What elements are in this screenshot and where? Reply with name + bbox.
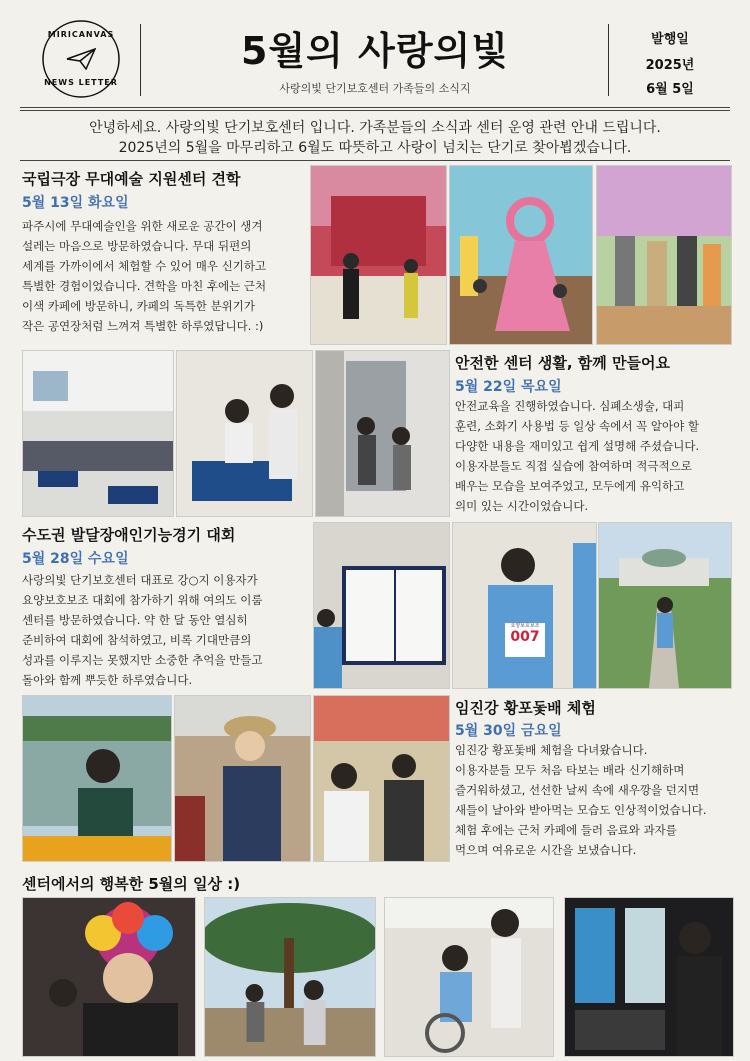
photo-national-assembly: [598, 522, 732, 689]
bib-number: 007: [510, 629, 540, 645]
publish-date: 6월 5일: [646, 82, 694, 97]
section-4-title: 임진강 황포돛배 체험: [455, 699, 596, 717]
page-title: 5월의 사랑의빛: [241, 29, 509, 73]
intro-line-1: 안녕하세요. 사랑의빛 단기보호센터 입니다. 가족분들의 소식과 센터 운영 관련 안내 드립니다.: [89, 120, 661, 136]
daily-title: 센터에서의 행복한 5월의 일상 :): [22, 875, 241, 893]
photo-cpr-practice: [176, 350, 313, 517]
photo-fire-training: [315, 350, 450, 517]
photo-kiosk: [564, 897, 734, 1057]
section-3-title: 수도권 발달장애인기능경기 대회: [22, 526, 236, 544]
bib-caption: 요양보호보조: [510, 623, 540, 629]
logo-bottom-text: NEWS LETTER: [44, 78, 118, 87]
photo-certificate: [313, 522, 450, 689]
intro-line-2: 2025년의 5월을 마무리하고 6월도 따뜻하고 사랑이 넘치는 단기로 찾아뵙겠습니다.: [118, 140, 632, 156]
section-2-date: 5월 22일 목요일: [455, 379, 562, 395]
photo-group-standing: [596, 165, 732, 345]
photo-contestant-bib: [452, 522, 597, 689]
section-3-date: 5월 28일 수요일: [22, 551, 129, 567]
section-2-title: 안전한 센터 생활, 함께 만들어요: [455, 354, 670, 372]
logo-top-text: MIRICANVAS: [47, 30, 115, 39]
photo-park-tree: [204, 897, 376, 1057]
section-4-body: 임진강 황포돛배 체험을 다녀왔습니다. 이용자분들 모두 처음 타보는 배라 신기해하며 즐거워하셨고, 선선한 날씨 속에 새우깡을 던지면 새들이 날아와 받아먹는 모습도 인상적이었습니다. 체험 후에는 근처 카페에 들러 음료와 과자를 먹으며 여유로운 시간을 보냈습니다.: [455, 743, 707, 857]
photo-wheelchair: [384, 897, 554, 1057]
newsletter-logo: [40, 18, 122, 100]
photo-cafe-slide: [449, 165, 593, 345]
header-divider-left: [140, 24, 141, 96]
rule-top: [20, 107, 730, 108]
paper-plane-icon: [66, 48, 96, 70]
photo-cpr-classroom: [22, 350, 174, 517]
section-1-date: 5월 13일 화요일: [22, 195, 129, 211]
photo-boat-group: [313, 695, 450, 862]
publish-label: 발행일: [651, 32, 689, 47]
publish-year: 2025년: [645, 58, 695, 73]
section-1-title: 국립극장 무대예술 지원센터 견학: [22, 170, 241, 188]
photo-boat-hat: [174, 695, 311, 862]
photo-rainbow-wig: [22, 897, 196, 1057]
section-4-date: 5월 30일 금요일: [455, 723, 562, 739]
section-1-body: 파주시에 무대예술인을 위한 새로운 공간이 생겨 설레는 마음으로 방문하였습니다. 무대 뒤편의 세계를 가까이에서 체험할 수 있어 매우 신기하고 특별한 경험이었습니다. 견학을 마친 후에는 근처 이색 카페에 방문하니, 카페의 독특한 분위기가 작은 공연장처럼 느껴져 특별한 하루였답니다. :): [22, 219, 267, 333]
rule-top-2: [20, 110, 730, 111]
photo-boat-river: [22, 695, 172, 862]
page-subtitle: 사랑의빛 단기보호센터 가족들의 소식지: [279, 82, 471, 95]
section-3-body: 사랑의빛 단기보호센터 대표로 강○지 이용자가 요양보호보조 대회에 참가하기 위해 여의도 이룸 센터를 방문하였습니다. 약 한 달 동안 열심히 준비하여 대회에 참석하였고, 비록 기대만큼의 성과를 이루지는 못했지만 소중한 추억을 만들고 돌아와 함께 뿌듯한 하루였습니다.: [22, 573, 263, 687]
photo-theater-stage: [310, 165, 447, 345]
section-2-body: 안전교육을 진행하였습니다. 심폐소생술, 대피 훈련, 소화기 사용법 등 일상 속에서 꼭 알아야 할 다양한 내용을 재미있고 쉽게 설명해 주셨습니다. 이용자분들도 직접 실습에 참여하며 적극적으로 배우는 모습을 보여주었고, 모두에게 유익하고 의미 있는 시간이었습니다.: [455, 399, 700, 513]
rule-intro: [20, 160, 730, 161]
header-divider-right: [608, 24, 609, 96]
